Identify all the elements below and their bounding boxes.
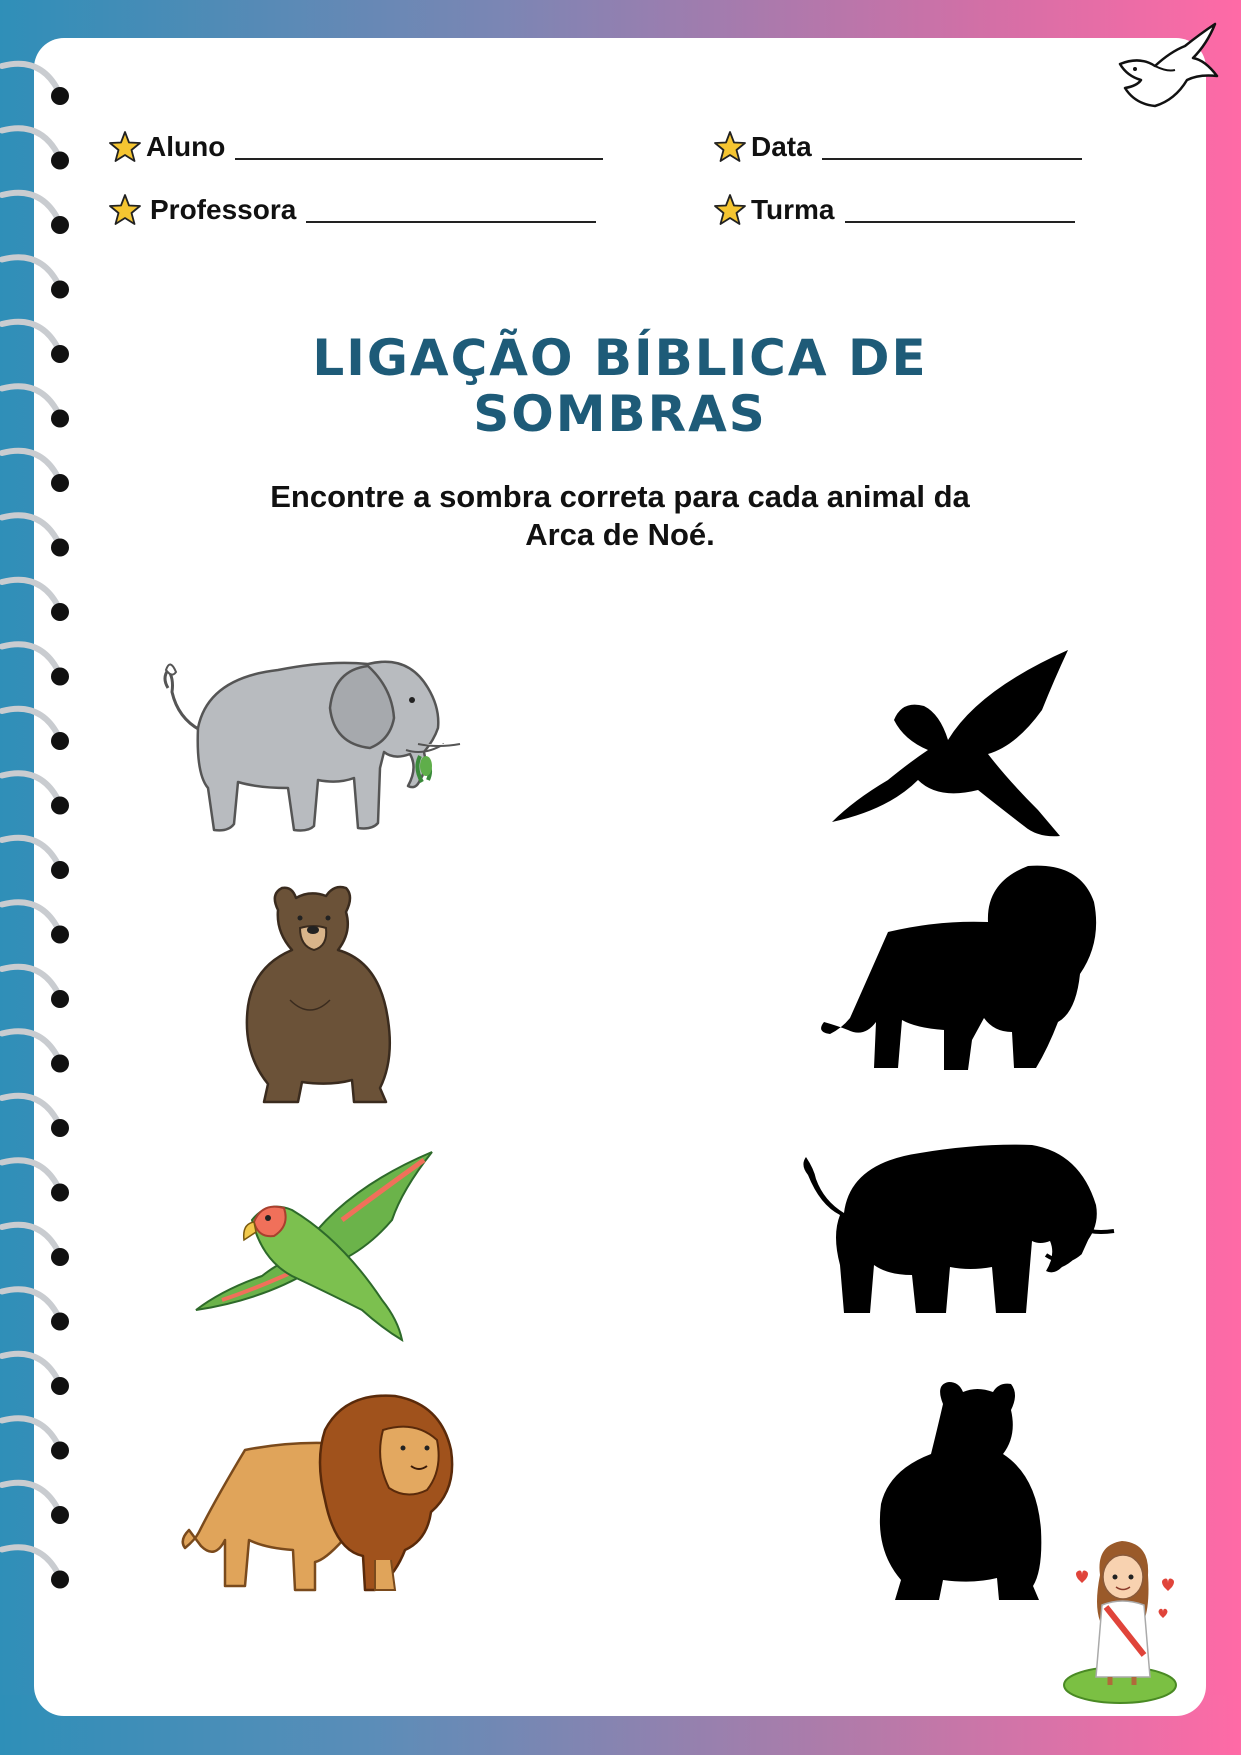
spiral-hole bbox=[51, 668, 69, 686]
spiral-ring bbox=[2, 1096, 58, 1122]
spiral-hole bbox=[51, 990, 69, 1008]
teacher-line[interactable] bbox=[306, 197, 596, 223]
lion-image[interactable] bbox=[175, 1390, 460, 1600]
spiral-ring bbox=[2, 1547, 58, 1573]
spiral-ring bbox=[2, 257, 58, 283]
class-line[interactable] bbox=[845, 197, 1075, 223]
spiral-ring bbox=[2, 515, 58, 541]
student-name-line[interactable] bbox=[235, 134, 603, 160]
spiral-ring bbox=[2, 451, 58, 477]
bear-image[interactable] bbox=[230, 880, 410, 1105]
class-field[interactable] bbox=[713, 193, 1075, 227]
title-line-2: SOMBRAS bbox=[473, 385, 767, 443]
spiral-hole bbox=[51, 216, 69, 234]
spiral-hole bbox=[51, 1184, 69, 1202]
spiral-hole bbox=[51, 1119, 69, 1137]
spiral-hole bbox=[51, 1506, 69, 1524]
spiral-ring bbox=[2, 64, 58, 90]
spiral-ring bbox=[2, 838, 58, 864]
date-line[interactable] bbox=[822, 134, 1082, 160]
jesus-illustration bbox=[1060, 1535, 1185, 1705]
star-icon bbox=[713, 193, 747, 227]
spiral-ring bbox=[2, 967, 58, 993]
spiral-ring bbox=[2, 193, 58, 219]
spiral-hole bbox=[51, 1571, 69, 1589]
star-icon bbox=[108, 193, 142, 227]
spiral-hole bbox=[51, 1313, 69, 1331]
elephant-shadow[interactable] bbox=[800, 1135, 1118, 1317]
spiral-hole bbox=[51, 539, 69, 557]
elephant-image[interactable] bbox=[158, 648, 478, 838]
spiral-ring bbox=[2, 1031, 58, 1057]
teacher-label: Professora bbox=[150, 194, 297, 225]
spiral-hole bbox=[51, 87, 69, 105]
spiral-ring bbox=[2, 1225, 58, 1251]
lion-shadow[interactable] bbox=[818, 862, 1100, 1074]
spiral-ring bbox=[2, 1354, 58, 1380]
spiral-hole bbox=[51, 345, 69, 363]
spiral-hole bbox=[51, 152, 69, 170]
spiral-hole bbox=[51, 1248, 69, 1266]
star-icon bbox=[713, 130, 747, 164]
page-title bbox=[180, 330, 1060, 442]
date-field[interactable] bbox=[713, 130, 1082, 164]
instruction-text bbox=[150, 478, 1090, 554]
student-name-field[interactable] bbox=[108, 130, 603, 164]
spiral-hole bbox=[51, 281, 69, 299]
spiral-hole bbox=[51, 474, 69, 492]
bear-shadow[interactable] bbox=[873, 1380, 1043, 1602]
spiral-ring bbox=[2, 644, 58, 670]
parrot-shadow[interactable] bbox=[828, 650, 1078, 842]
spiral-hole bbox=[51, 1055, 69, 1073]
spiral-binding bbox=[0, 0, 90, 1755]
spiral-hole bbox=[51, 1442, 69, 1460]
spiral-hole bbox=[51, 410, 69, 428]
class-label: Turma bbox=[751, 194, 835, 225]
spiral-ring bbox=[2, 322, 58, 348]
spiral-ring bbox=[2, 709, 58, 735]
spiral-ring bbox=[2, 1160, 58, 1186]
spiral-ring bbox=[2, 902, 58, 928]
dove-icon bbox=[1115, 22, 1220, 114]
spiral-hole bbox=[51, 1377, 69, 1395]
star-icon bbox=[108, 130, 142, 164]
spiral-ring bbox=[2, 1483, 58, 1509]
spiral-ring bbox=[2, 386, 58, 412]
instruction-line-1: Encontre a sombra correta para cada animal da bbox=[270, 479, 970, 514]
spiral-hole bbox=[51, 861, 69, 879]
spiral-ring bbox=[2, 1418, 58, 1444]
date-label: Data bbox=[751, 131, 812, 162]
student-name-label: Aluno bbox=[146, 131, 226, 162]
spiral-ring bbox=[2, 128, 58, 154]
title-line-1: LIGAÇÃO BÍBLICA DE bbox=[312, 329, 928, 387]
spiral-ring bbox=[2, 1289, 58, 1315]
spiral-hole bbox=[51, 926, 69, 944]
spiral-ring bbox=[2, 580, 58, 606]
spiral-hole bbox=[51, 732, 69, 750]
teacher-field[interactable] bbox=[108, 193, 596, 227]
spiral-hole bbox=[51, 603, 69, 621]
spiral-ring bbox=[2, 773, 58, 799]
instruction-line-2: Arca de Noé. bbox=[525, 517, 715, 552]
parrot-image[interactable] bbox=[192, 1150, 442, 1345]
spiral-hole bbox=[51, 797, 69, 815]
